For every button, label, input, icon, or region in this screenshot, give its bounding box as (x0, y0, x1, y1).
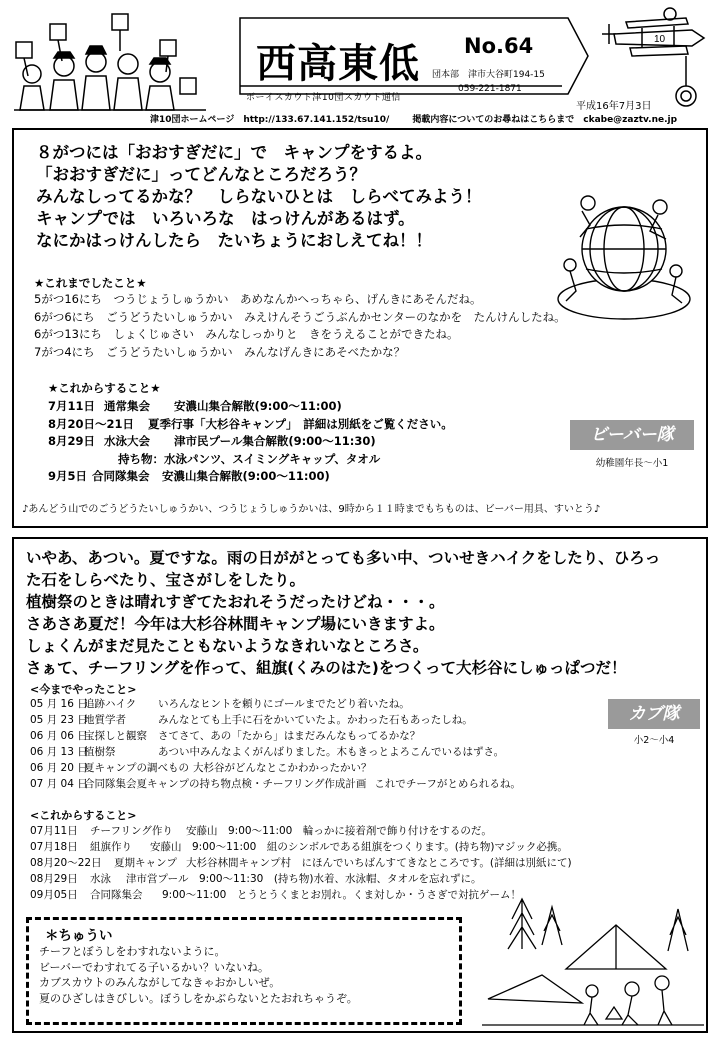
caution-item: カブスカウトのみんながしてなきゃおかしいぜ。 (39, 976, 281, 989)
homepage-link[interactable]: 津10団ホームページ http://133.67.141.152/tsu10/ (150, 115, 390, 125)
beaver-note: ♪あんどう山でのごうどうたいしゅうかい、つうじょうしゅうかいは、9時から１１時までもちものは、ビーバー用具、すいとう♪ (22, 504, 601, 515)
row-name: 水泳 (90, 873, 111, 885)
caution-item: チーフとぼうしをわすれないように。 (39, 945, 226, 958)
row-detail: いろんなヒントを頼りにゴールまでたどり着いたね。 (158, 698, 410, 710)
cub-section (12, 537, 708, 1033)
plan-title: ★これからすること★ (48, 381, 161, 395)
list-item: 5がつ16にち つうじょうしゅうかい あめなんかへっちゃら、げんきにあそんだね。 (34, 292, 482, 306)
caution-item: 夏のひざしはきびしい。ぼうしをかぶらないとたおれちゃうぞ。 (39, 991, 358, 1005)
plan-detail: 安濃山集合解散(9:00～11:00) (162, 469, 330, 483)
cub-done-list (30, 696, 521, 792)
plan-date: 9月5日 (48, 469, 88, 483)
intro-line: 「おおすぎだに」ってどんなところだろう？ (36, 165, 366, 184)
address-block (432, 68, 545, 96)
table-row (30, 776, 521, 792)
row-name: 植樹祭 (84, 746, 116, 758)
row-name: 宝探しと観察 (84, 730, 147, 742)
plan-detail: 持ち物：水泳パンツ、スイミングキャップ、タオル (118, 451, 381, 466)
intro-line: なにかはっけんしたら たいちょうにおしえてね！！ (36, 231, 432, 250)
row-date: 06 月 06 日 (30, 730, 88, 742)
row-name: 夏キャンプの調べもの (84, 762, 189, 774)
address: 団本部 津市大谷町194-15 (432, 70, 545, 80)
cub-intro (26, 547, 660, 679)
row-date: 06 月 13 日 (30, 746, 88, 758)
scouts-holding-signs-illustration (10, 6, 210, 114)
intro-line: ８がつには「おおすぎだに」で キャンプをするよ。 (36, 143, 432, 162)
plan-row (48, 468, 453, 486)
cub-plan-title: <これからすること> (30, 809, 137, 822)
caution-list (39, 944, 449, 1006)
row-detail: 9:00～11:00 とうとうくまとお別れ。くま対しか・うさぎで対抗ゲーム！ (162, 889, 521, 901)
table-row (30, 696, 521, 712)
beaver-intro (36, 142, 482, 252)
plan-date: 7月11日 (48, 399, 96, 413)
table-row (30, 839, 572, 855)
row-detail: これでチーフがとめられるね。 (374, 778, 521, 790)
intro-line: キャンプでは いろいろな はっけんがあるはず。 (36, 209, 415, 228)
row-detail: あつい中みんなよくがんばりました。木もきっとよろこんでいるはずさ。 (158, 746, 505, 758)
plane-number: 10 (654, 34, 666, 45)
newsletter-title: 西高東低 (256, 40, 420, 87)
list-item: 7がつ4にち ごうどうたいしゅうかい みんなげんきにあそべたかな？ (34, 344, 406, 359)
row-date: 07 月 04 日 (30, 778, 88, 790)
beaver-troop-badge: ビーバー隊 (570, 420, 694, 450)
beaver-section (12, 128, 708, 528)
row-name: 追跡ハイク (84, 698, 137, 710)
table-row (30, 760, 521, 776)
plan-row (48, 398, 453, 416)
phone: 059-221-1871 (458, 84, 522, 94)
row-name: 合同隊集会夏キャンプの持ち物点検・チーフリング作成計画 (84, 778, 367, 790)
caution-box (26, 917, 462, 1025)
plan-event: 水泳大会 (104, 434, 150, 448)
plan-row (48, 451, 453, 469)
plan-detail: 安濃山集合解散(9:00～11:00) (174, 399, 342, 413)
row-name: 組旗作り (90, 841, 132, 853)
campsite-illustration (482, 879, 704, 1029)
table-row (30, 823, 572, 839)
issue-number: No.64 (464, 34, 534, 58)
row-detail: みんなとても上手に石をかいていたよ。かわった石もあったしね。 (158, 714, 473, 726)
plan-event: 通常集会 (104, 399, 150, 413)
airplane-illustration (596, 4, 714, 112)
intro-line: さぁて、チーフリングを作って、組旗(くみのはた)をつくって大杉谷にしゅっぱつだ！ (26, 659, 627, 677)
globe-with-kids-illustration (554, 175, 694, 325)
done-list (34, 291, 566, 361)
table-row (30, 855, 572, 871)
done-title: ★これまでしたこと★ (34, 276, 147, 290)
row-detail: 安藤山 9:00～11:00 組のシンボルである組旗をつくります。(持ち物)マジック必携。 (150, 841, 568, 853)
title-banner (232, 14, 592, 103)
organization-name: ボーイスカウト津10団スカウト通信 (246, 93, 401, 103)
intro-line: 植樹祭のときは晴れすぎてたおれそうだったけどね・・・。 (26, 593, 445, 611)
intro-line: みんなしってるかな？ しらないひとは しらべてみよう！ (36, 187, 482, 206)
row-detail: 大杉谷がどんなとこかわかったかい？ (193, 762, 372, 774)
table-row (30, 712, 521, 728)
caution-item: ビーバーでわすれてる子いるかい？いないね。 (39, 960, 270, 974)
row-date: 05 月 16 日 (30, 698, 88, 710)
list-item: 6がつ6にち ごうどうたいしゅうかい みえけんそうごうぶんかセンターのなかを たんけんしたね。 (34, 309, 566, 324)
row-name: 合同隊集会 (90, 889, 143, 901)
row-date: 08月20～22日 (30, 857, 102, 869)
row-name: 夏期キャンプ (114, 857, 177, 869)
row-detail: さてさて、あの「たから」はまだみんなもってるかな？ (158, 730, 421, 742)
plan-row (48, 416, 453, 434)
contact-line (150, 112, 697, 125)
intro-line: しょくんがまだ見たこともないようなきれいなところさ。 (26, 637, 429, 655)
row-detail: 津市営プール 9:00～11:30 (持ち物)水着、水泳帽、タオルを忘れずに。 (126, 873, 482, 885)
caution-title: ＊ちゅうい (45, 928, 113, 944)
plan-date: 8月29日 (48, 434, 96, 448)
plan-list (48, 398, 453, 486)
intro-line: さあさあ夏だ！今年は大杉谷林間キャンプ場にいきますよ。 (26, 615, 445, 633)
row-detail: 大杉谷林間キャンプ村 にほんでいちばんすてきなところです。(詳細は別紙にて) (186, 857, 572, 869)
plan-detail: 津市民プール集合解散(9:00～11:30) (174, 434, 376, 448)
row-date: 05 月 23 日 (30, 714, 88, 726)
row-date: 07月18日 (30, 841, 78, 853)
intro-line: た石をしらべたり、宝さがしをしたり。 (26, 571, 306, 589)
plan-row (48, 433, 453, 451)
row-date: 06 月 20 日 (30, 762, 88, 774)
contact-email[interactable]: 掲載内容についてのお尋ねはこちらまで ckabe@zaztv.ne.jp (412, 115, 678, 125)
intro-line: いやあ、あつい。夏ですな。雨の日ががとっても多い中、ついせきハイクをしたり、ひろっ (26, 549, 661, 567)
list-item: 6がつ13にち しょくじゅさい みんなしっかりと きをうえることができたね。 (34, 327, 459, 341)
publish-date: 平成16年7月3日 (576, 101, 652, 112)
row-date: 08月29日 (30, 873, 78, 885)
plan-date: 8月20日～21日 (48, 416, 135, 431)
beaver-age-range: 幼稚園年長～小1 (595, 458, 669, 469)
row-date: 07月11日 (30, 825, 78, 837)
table-row (30, 728, 521, 744)
cub-troop-badge: カブ隊 (608, 699, 700, 729)
row-name: チーフリング作り (90, 825, 173, 837)
plan-detail: 夏季行事「大杉谷キャンプ」 詳細は別紙をご覧ください。 (148, 416, 453, 431)
table-row (30, 744, 521, 760)
plan-event: 合同隊集会 (92, 469, 150, 483)
row-date: 09月05日 (30, 889, 78, 901)
row-detail: 安藤山 9:00～11:00 輪っかに接着剤で飾り付けをするのだ。 (186, 825, 492, 837)
cub-age-range: 小2～小4 (633, 735, 675, 746)
row-name: 地質学者 (84, 714, 126, 726)
cub-done-title: <今までやったこと> (30, 683, 137, 696)
